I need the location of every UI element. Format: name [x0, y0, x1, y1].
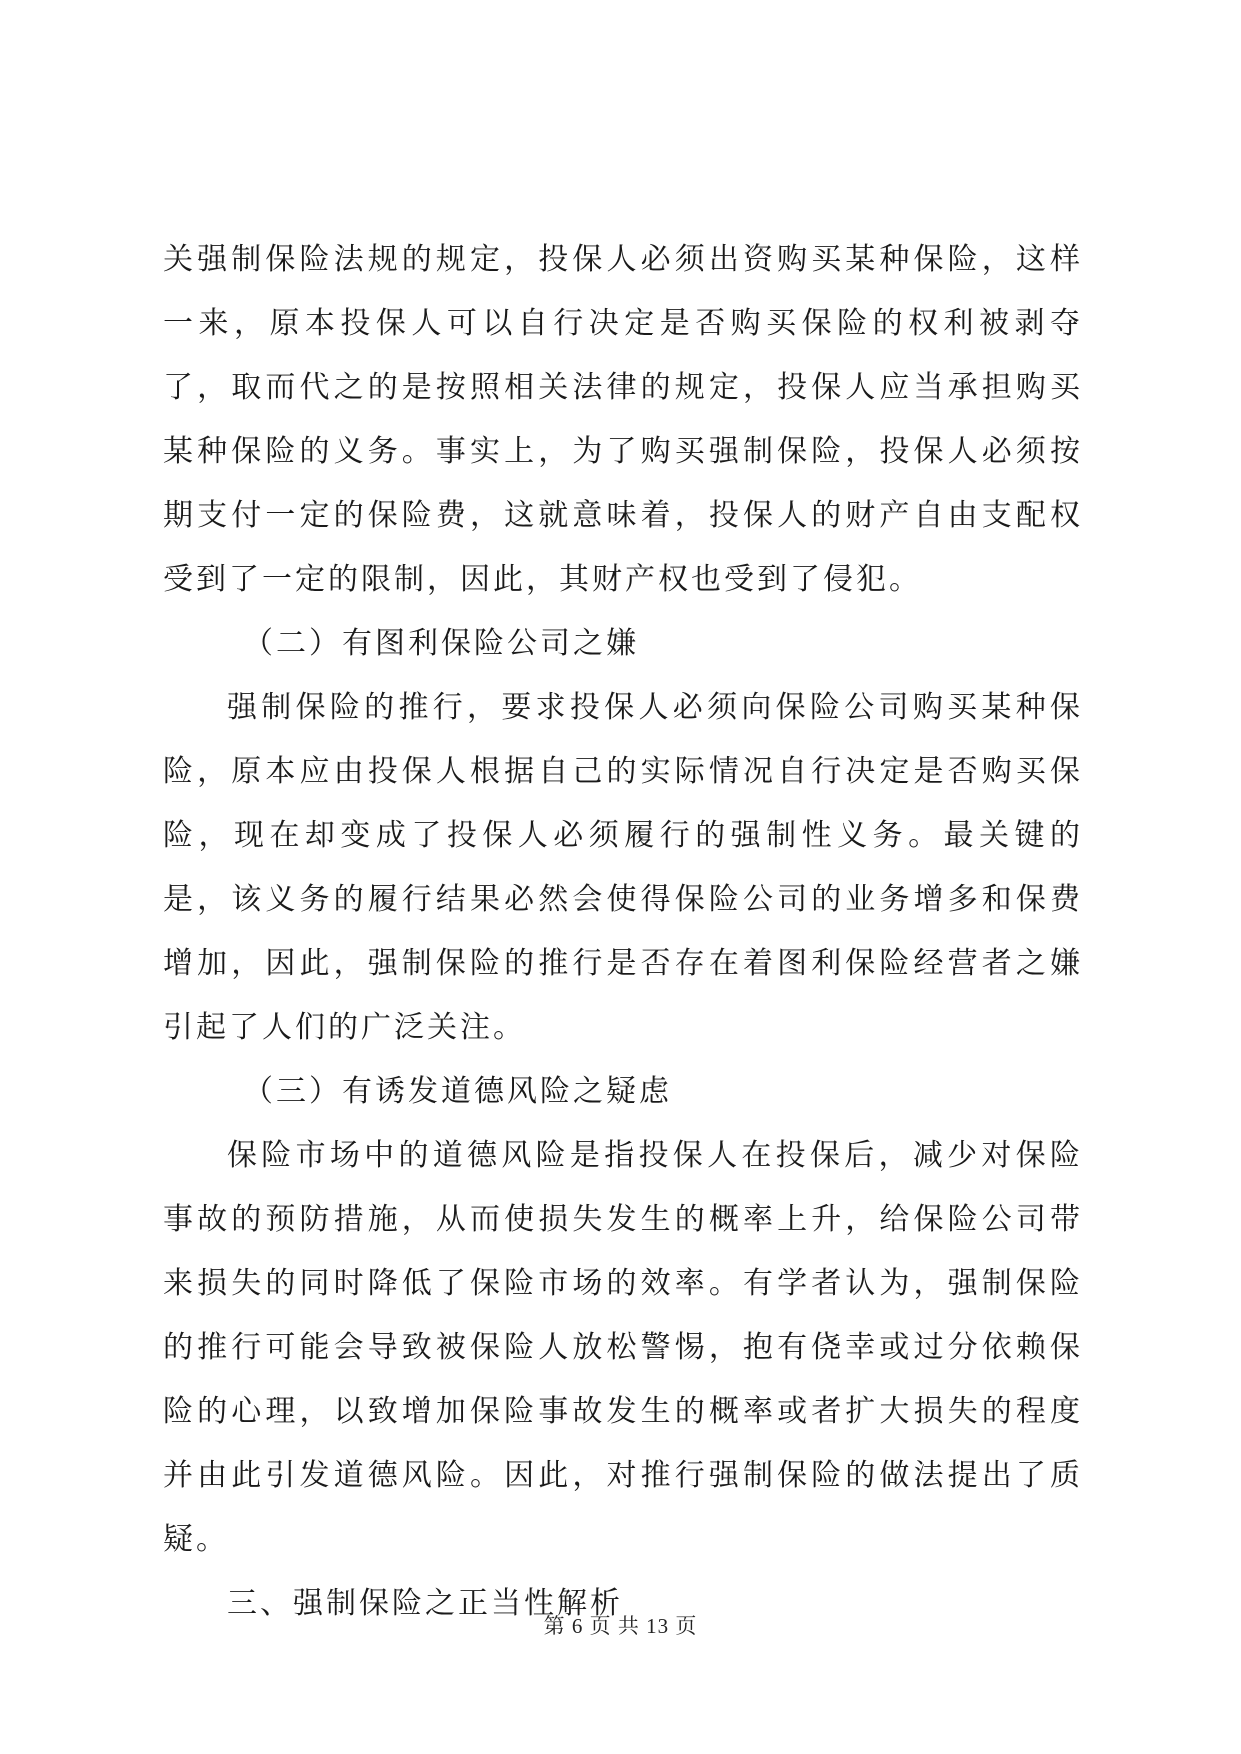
chapter-heading-3: 三、强制保险之正当性解析 — [227, 1586, 623, 1621]
section-heading-3: （三）有诱发道德风险之疑虑 — [243, 1074, 672, 1109]
body-text — [163, 228, 1083, 1636]
page-footer: 第 6 页 共 13 页 — [543, 1614, 698, 1638]
paragraph-section-2: 强制保险的推行，要求投保人必须向保险公司购买某种保险，原本应由投保人根据自己的实际情况自行决定是否购买保险，现在却变成了投保人必须履行的强制性义务。最关键的是，该义务的履行结果必然会使得保险公司的业务增多和保费增加，因此，强制保险的推行是否存在着图利保险经营者之嫌引起了人们的广泛关注。 — [163, 690, 1083, 1045]
section-heading-2: （二）有图利保险公司之嫌 — [243, 626, 639, 661]
paragraph-section-3: 保险市场中的道德风险是指投保人在投保后，减少对保险事故的预防措施，从而使损失发生的概率上升，给保险公司带来损失的同时降低了保险市场的效率。有学者认为，强制保险的推行可能会导致被保险人放松警惕，抱有侥幸或过分依赖保险的心理，以致增加保险事故发生的概率或者扩大损失的程度并由此引发道德风险。因此，对推行强制保险的做法提出了质疑。 — [163, 1138, 1083, 1557]
paragraph-continuation: 关强制保险法规的规定，投保人必须出资购买某种保险，这样一来，原本投保人可以自行决定是否购买保险的权利被剥夺了，取而代之的是按照相关法律的规定，投保人应当承担购买某种保险的义务。事实上，为了购买强制保险，投保人必须按期支付一定的保险费，这就意味着，投保人的财产自由支配权受到了一定的限制，因此，其财产权也受到了侵犯。 — [163, 242, 1083, 597]
